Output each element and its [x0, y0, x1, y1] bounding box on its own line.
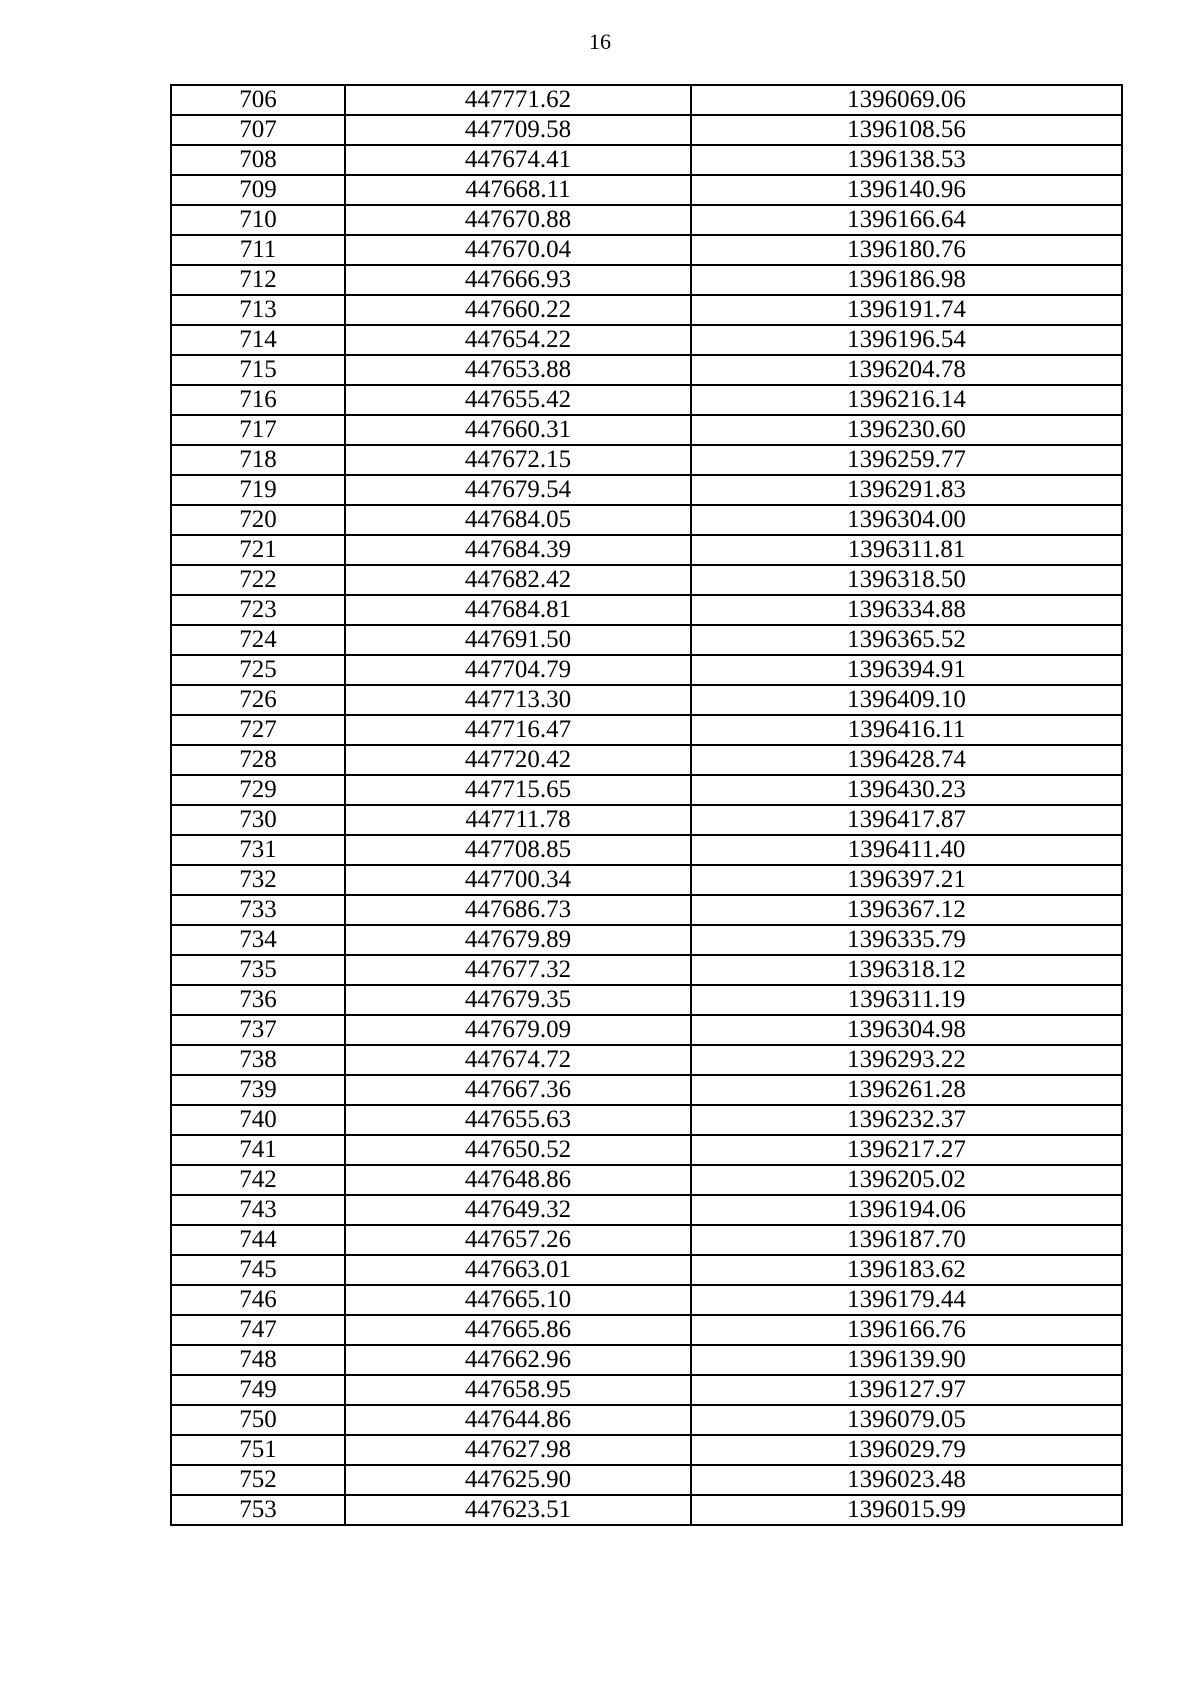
table-row	[171, 85, 1122, 115]
point-number-cell: 724	[171, 625, 345, 655]
x-coordinate-cell: 447665.86	[345, 1315, 691, 1345]
point-number-cell: 738	[171, 1045, 345, 1075]
point-number-cell: 723	[171, 595, 345, 625]
y-coordinate-cell: 1396293.22	[691, 1045, 1122, 1075]
y-coordinate-cell: 1396318.12	[691, 955, 1122, 985]
x-coordinate-cell: 447648.86	[345, 1165, 691, 1195]
coordinate-table-body	[171, 85, 1122, 1525]
page-number: 16	[589, 29, 611, 54]
table-row	[171, 1255, 1122, 1285]
table-row	[171, 265, 1122, 295]
x-coordinate-cell: 447662.96	[345, 1345, 691, 1375]
y-coordinate-cell: 1396232.37	[691, 1105, 1122, 1135]
point-number-cell: 706	[171, 85, 345, 115]
x-coordinate-cell: 447716.47	[345, 715, 691, 745]
point-number-cell: 735	[171, 955, 345, 985]
point-number-cell: 721	[171, 535, 345, 565]
x-coordinate-cell: 447679.35	[345, 985, 691, 1015]
y-coordinate-cell: 1396304.00	[691, 505, 1122, 535]
x-coordinate-cell: 447691.50	[345, 625, 691, 655]
point-number-cell: 731	[171, 835, 345, 865]
x-coordinate-cell: 447686.73	[345, 895, 691, 925]
table-row	[171, 595, 1122, 625]
x-coordinate-cell: 447715.65	[345, 775, 691, 805]
point-number-cell: 719	[171, 475, 345, 505]
point-number-cell: 744	[171, 1225, 345, 1255]
x-coordinate-cell: 447684.05	[345, 505, 691, 535]
table-row	[171, 1135, 1122, 1165]
table-row	[171, 505, 1122, 535]
point-number-cell: 722	[171, 565, 345, 595]
x-coordinate-cell: 447667.36	[345, 1075, 691, 1105]
x-coordinate-cell: 447660.31	[345, 415, 691, 445]
point-number-cell: 711	[171, 235, 345, 265]
point-number-cell: 732	[171, 865, 345, 895]
y-coordinate-cell: 1396180.76	[691, 235, 1122, 265]
y-coordinate-cell: 1396411.40	[691, 835, 1122, 865]
y-coordinate-cell: 1396365.52	[691, 625, 1122, 655]
x-coordinate-cell: 447663.01	[345, 1255, 691, 1285]
point-number-cell: 713	[171, 295, 345, 325]
y-coordinate-cell: 1396015.99	[691, 1495, 1122, 1525]
point-number-cell: 714	[171, 325, 345, 355]
table-row	[171, 775, 1122, 805]
table-row	[171, 475, 1122, 505]
x-coordinate-cell: 447627.98	[345, 1435, 691, 1465]
table-row	[171, 1285, 1122, 1315]
y-coordinate-cell: 1396261.28	[691, 1075, 1122, 1105]
y-coordinate-cell: 1396430.23	[691, 775, 1122, 805]
table-row	[171, 535, 1122, 565]
y-coordinate-cell: 1396417.87	[691, 805, 1122, 835]
point-number-cell: 745	[171, 1255, 345, 1285]
table-row	[171, 805, 1122, 835]
table-row	[171, 1045, 1122, 1075]
y-coordinate-cell: 1396216.14	[691, 385, 1122, 415]
y-coordinate-cell: 1396416.11	[691, 715, 1122, 745]
x-coordinate-cell: 447649.32	[345, 1195, 691, 1225]
table-row	[171, 1195, 1122, 1225]
x-coordinate-cell: 447700.34	[345, 865, 691, 895]
y-coordinate-cell: 1396204.78	[691, 355, 1122, 385]
point-number-cell: 730	[171, 805, 345, 835]
table-row	[171, 955, 1122, 985]
y-coordinate-cell: 1396127.97	[691, 1375, 1122, 1405]
point-number-cell: 749	[171, 1375, 345, 1405]
point-number-cell: 752	[171, 1465, 345, 1495]
x-coordinate-cell: 447674.41	[345, 145, 691, 175]
x-coordinate-cell: 447682.42	[345, 565, 691, 595]
table-row	[171, 1435, 1122, 1465]
y-coordinate-cell: 1396187.70	[691, 1225, 1122, 1255]
point-number-cell: 748	[171, 1345, 345, 1375]
x-coordinate-cell: 447658.95	[345, 1375, 691, 1405]
y-coordinate-cell: 1396138.53	[691, 145, 1122, 175]
table-row	[171, 145, 1122, 175]
x-coordinate-cell: 447677.32	[345, 955, 691, 985]
x-coordinate-cell: 447660.22	[345, 295, 691, 325]
point-number-cell: 736	[171, 985, 345, 1015]
y-coordinate-cell: 1396367.12	[691, 895, 1122, 925]
x-coordinate-cell: 447674.72	[345, 1045, 691, 1075]
x-coordinate-cell: 447711.78	[345, 805, 691, 835]
x-coordinate-cell: 447708.85	[345, 835, 691, 865]
table-row	[171, 745, 1122, 775]
y-coordinate-cell: 1396079.05	[691, 1405, 1122, 1435]
y-coordinate-cell: 1396166.76	[691, 1315, 1122, 1345]
table-row	[171, 205, 1122, 235]
point-number-cell: 750	[171, 1405, 345, 1435]
x-coordinate-cell: 447713.30	[345, 685, 691, 715]
y-coordinate-cell: 1396409.10	[691, 685, 1122, 715]
y-coordinate-cell: 1396194.06	[691, 1195, 1122, 1225]
y-coordinate-cell: 1396217.27	[691, 1135, 1122, 1165]
y-coordinate-cell: 1396428.74	[691, 745, 1122, 775]
y-coordinate-cell: 1396291.83	[691, 475, 1122, 505]
table-row	[171, 355, 1122, 385]
point-number-cell: 747	[171, 1315, 345, 1345]
table-row	[171, 655, 1122, 685]
table-row	[171, 235, 1122, 265]
point-number-cell: 707	[171, 115, 345, 145]
y-coordinate-cell: 1396230.60	[691, 415, 1122, 445]
table-row	[171, 1165, 1122, 1195]
table-row	[171, 325, 1122, 355]
y-coordinate-cell: 1396179.44	[691, 1285, 1122, 1315]
point-number-cell: 746	[171, 1285, 345, 1315]
table-row	[171, 1075, 1122, 1105]
table-row	[171, 925, 1122, 955]
table-row	[171, 865, 1122, 895]
point-number-cell: 728	[171, 745, 345, 775]
point-number-cell: 742	[171, 1165, 345, 1195]
table-row	[171, 685, 1122, 715]
table-row	[171, 1495, 1122, 1525]
table-row	[171, 895, 1122, 925]
x-coordinate-cell: 447657.26	[345, 1225, 691, 1255]
point-number-cell: 715	[171, 355, 345, 385]
x-coordinate-cell: 447625.90	[345, 1465, 691, 1495]
point-number-cell: 743	[171, 1195, 345, 1225]
y-coordinate-cell: 1396069.06	[691, 85, 1122, 115]
table-row	[171, 1345, 1122, 1375]
x-coordinate-cell: 447665.10	[345, 1285, 691, 1315]
x-coordinate-cell: 447650.52	[345, 1135, 691, 1165]
x-coordinate-cell: 447679.89	[345, 925, 691, 955]
x-coordinate-cell: 447672.15	[345, 445, 691, 475]
table-row	[171, 1015, 1122, 1045]
x-coordinate-cell: 447771.62	[345, 85, 691, 115]
point-number-cell: 733	[171, 895, 345, 925]
table-row	[171, 1375, 1122, 1405]
point-number-cell: 734	[171, 925, 345, 955]
y-coordinate-cell: 1396311.19	[691, 985, 1122, 1015]
table-row	[171, 1315, 1122, 1345]
x-coordinate-cell: 447704.79	[345, 655, 691, 685]
x-coordinate-cell: 447655.42	[345, 385, 691, 415]
table-row	[171, 1465, 1122, 1495]
y-coordinate-cell: 1396335.79	[691, 925, 1122, 955]
x-coordinate-cell: 447653.88	[345, 355, 691, 385]
y-coordinate-cell: 1396029.79	[691, 1435, 1122, 1465]
y-coordinate-cell: 1396311.81	[691, 535, 1122, 565]
table-row	[171, 175, 1122, 205]
y-coordinate-cell: 1396304.98	[691, 1015, 1122, 1045]
point-number-cell: 739	[171, 1075, 345, 1105]
x-coordinate-cell: 447720.42	[345, 745, 691, 775]
y-coordinate-cell: 1396334.88	[691, 595, 1122, 625]
y-coordinate-cell: 1396186.98	[691, 265, 1122, 295]
x-coordinate-cell: 447666.93	[345, 265, 691, 295]
point-number-cell: 737	[171, 1015, 345, 1045]
point-number-cell: 741	[171, 1135, 345, 1165]
point-number-cell: 717	[171, 415, 345, 445]
table-row	[171, 295, 1122, 325]
y-coordinate-cell: 1396318.50	[691, 565, 1122, 595]
x-coordinate-cell: 447679.54	[345, 475, 691, 505]
point-number-cell: 727	[171, 715, 345, 745]
table-row	[171, 385, 1122, 415]
point-number-cell: 729	[171, 775, 345, 805]
y-coordinate-cell: 1396259.77	[691, 445, 1122, 475]
table-row	[171, 565, 1122, 595]
point-number-cell: 712	[171, 265, 345, 295]
y-coordinate-cell: 1396191.74	[691, 295, 1122, 325]
x-coordinate-cell: 447684.81	[345, 595, 691, 625]
table-row	[171, 985, 1122, 1015]
y-coordinate-cell: 1396166.64	[691, 205, 1122, 235]
point-number-cell: 708	[171, 145, 345, 175]
point-number-cell: 720	[171, 505, 345, 535]
x-coordinate-cell: 447644.86	[345, 1405, 691, 1435]
table-row	[171, 115, 1122, 145]
point-number-cell: 716	[171, 385, 345, 415]
y-coordinate-cell: 1396394.91	[691, 655, 1122, 685]
table-row	[171, 625, 1122, 655]
table-row	[171, 1105, 1122, 1135]
table-row	[171, 1225, 1122, 1255]
x-coordinate-cell: 447654.22	[345, 325, 691, 355]
table-row	[171, 1405, 1122, 1435]
point-number-cell: 753	[171, 1495, 345, 1525]
y-coordinate-cell: 1396196.54	[691, 325, 1122, 355]
table-row	[171, 835, 1122, 865]
x-coordinate-cell: 447623.51	[345, 1495, 691, 1525]
y-coordinate-cell: 1396397.21	[691, 865, 1122, 895]
coordinate-table	[170, 84, 1123, 1526]
point-number-cell: 726	[171, 685, 345, 715]
x-coordinate-cell: 447655.63	[345, 1105, 691, 1135]
table-row	[171, 715, 1122, 745]
point-number-cell: 740	[171, 1105, 345, 1135]
point-number-cell: 718	[171, 445, 345, 475]
x-coordinate-cell: 447670.04	[345, 235, 691, 265]
point-number-cell: 725	[171, 655, 345, 685]
point-number-cell: 709	[171, 175, 345, 205]
point-number-cell: 751	[171, 1435, 345, 1465]
y-coordinate-cell: 1396108.56	[691, 115, 1122, 145]
x-coordinate-cell: 447684.39	[345, 535, 691, 565]
point-number-cell: 710	[171, 205, 345, 235]
table-row	[171, 415, 1122, 445]
x-coordinate-cell: 447670.88	[345, 205, 691, 235]
table-row	[171, 445, 1122, 475]
y-coordinate-cell: 1396205.02	[691, 1165, 1122, 1195]
y-coordinate-cell: 1396183.62	[691, 1255, 1122, 1285]
y-coordinate-cell: 1396140.96	[691, 175, 1122, 205]
y-coordinate-cell: 1396139.90	[691, 1345, 1122, 1375]
x-coordinate-cell: 447668.11	[345, 175, 691, 205]
x-coordinate-cell: 447709.58	[345, 115, 691, 145]
x-coordinate-cell: 447679.09	[345, 1015, 691, 1045]
y-coordinate-cell: 1396023.48	[691, 1465, 1122, 1495]
